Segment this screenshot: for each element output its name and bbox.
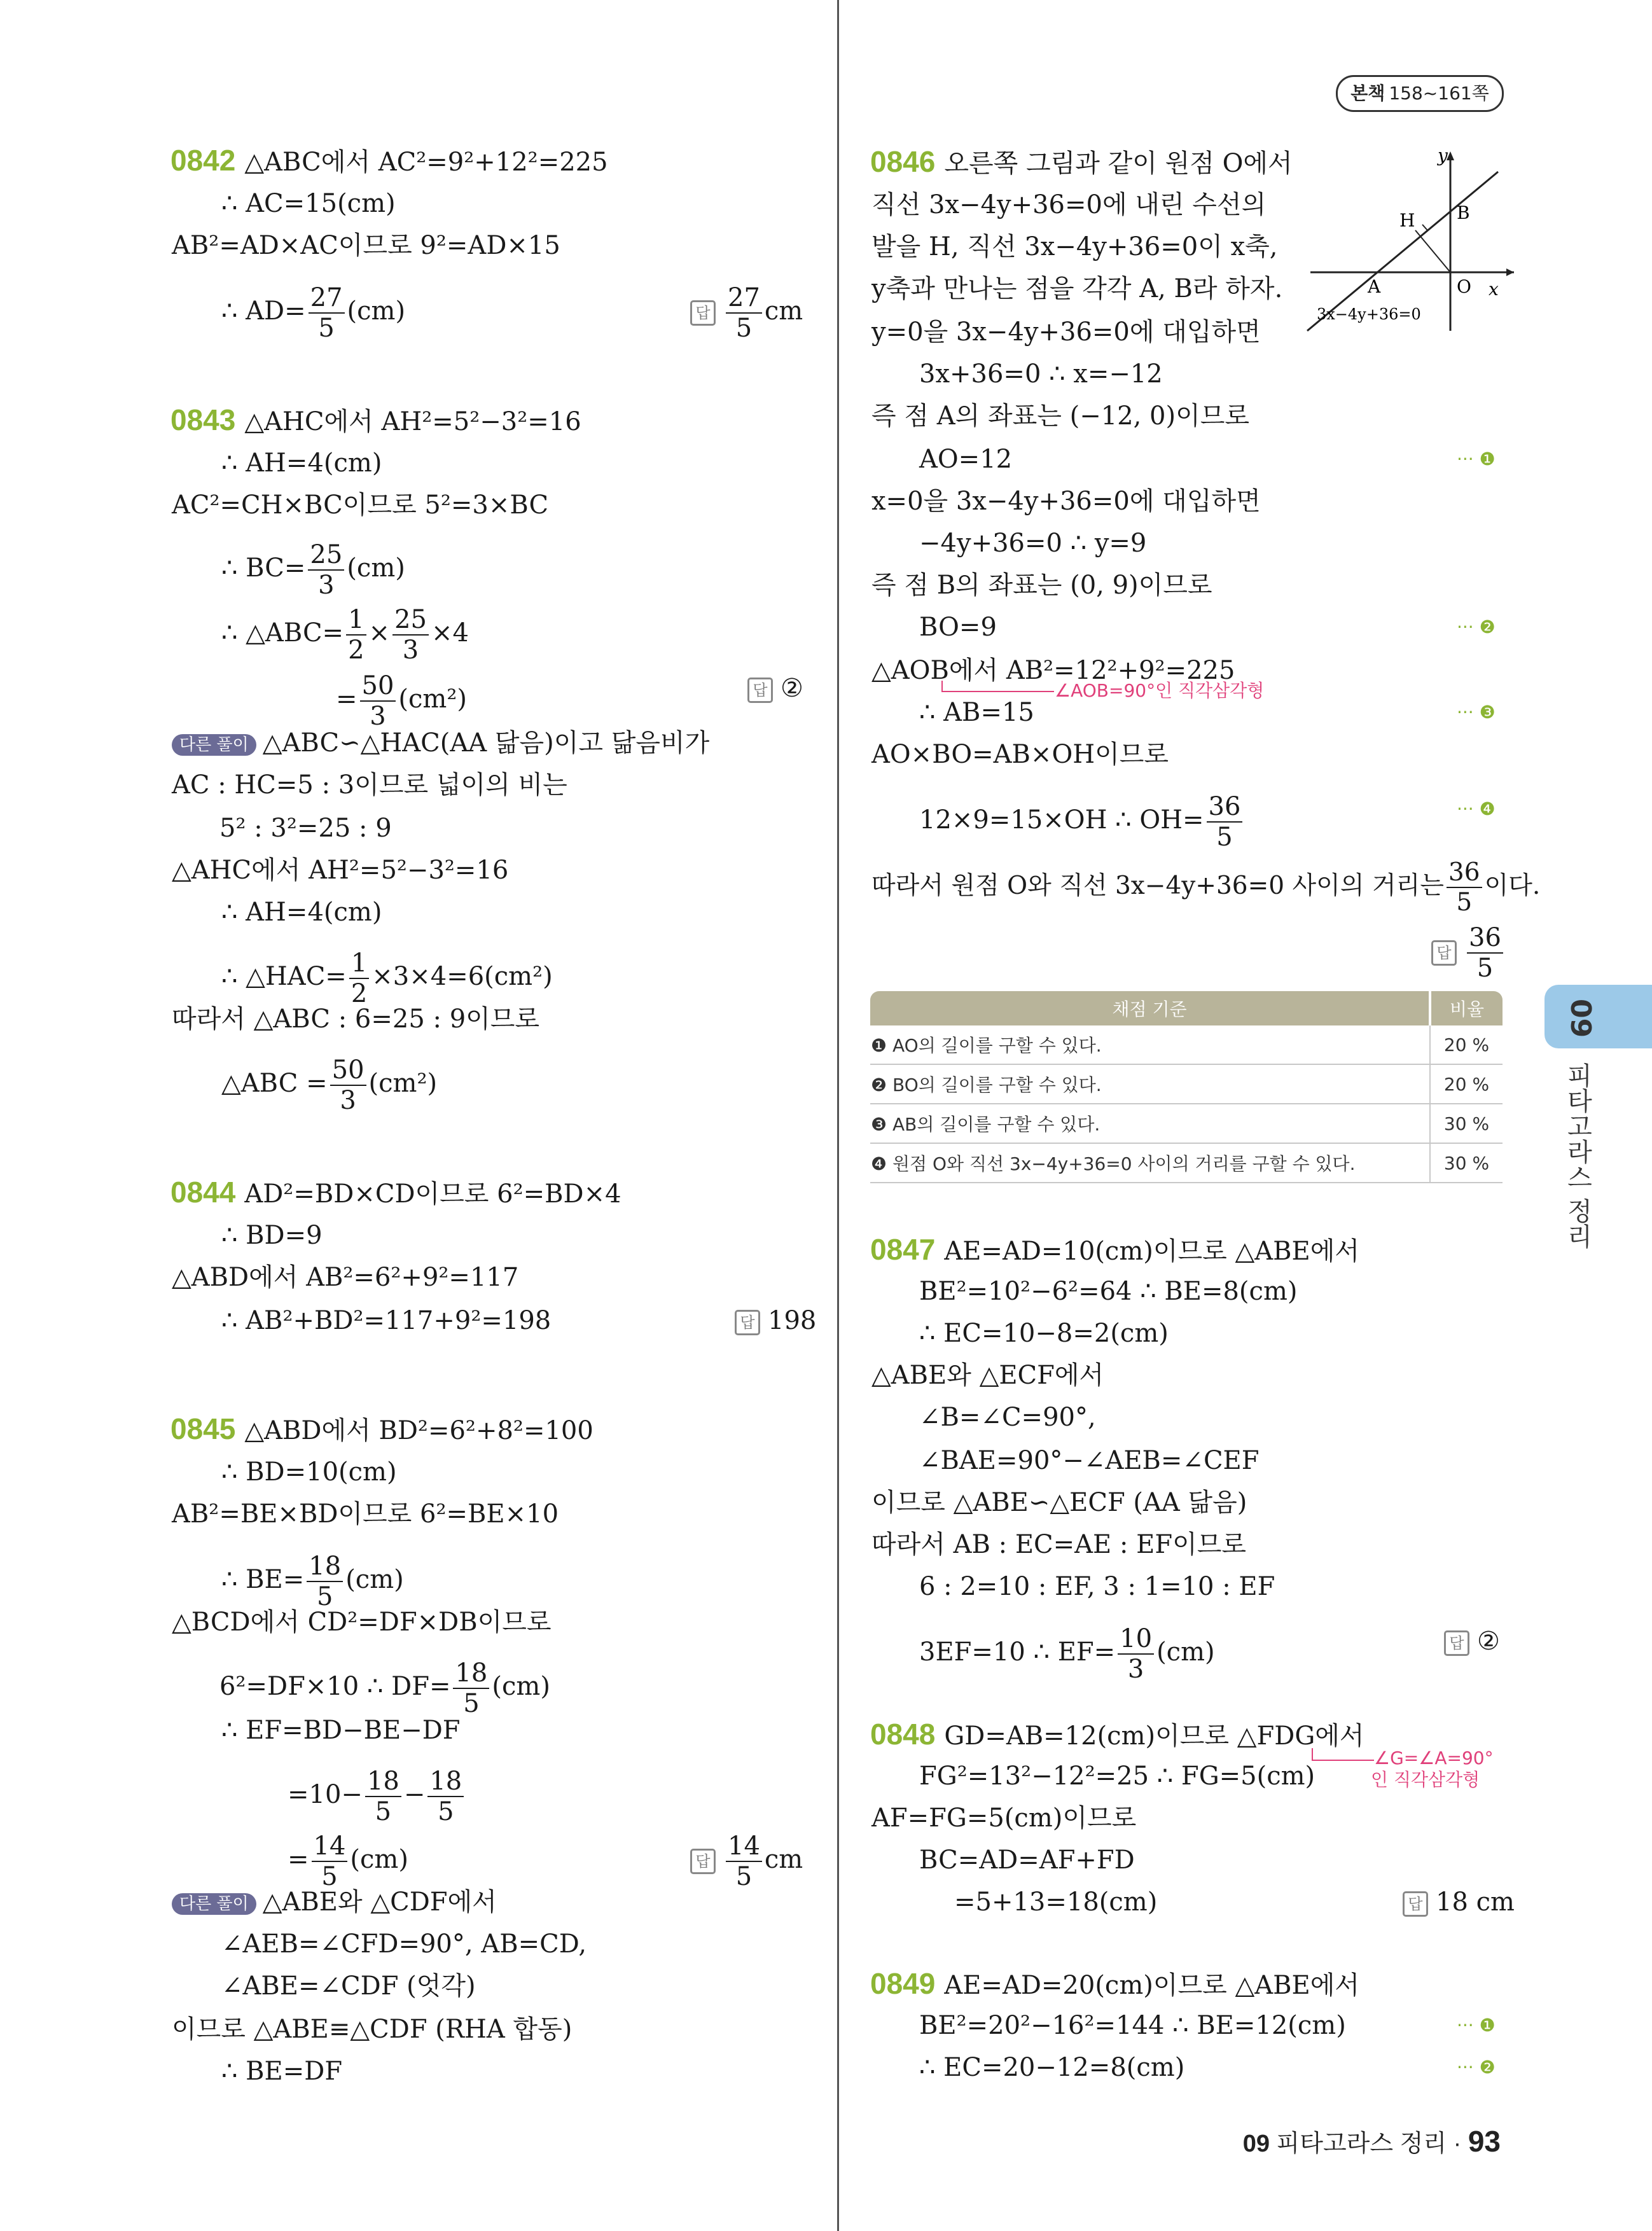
text: 3EF=10 ∴ EF= xyxy=(919,1637,1116,1667)
denominator: 3 xyxy=(340,1086,356,1115)
text: ×3×4=6(cm²) xyxy=(371,962,553,991)
problem-number: 0849 xyxy=(870,1967,936,2000)
alt-solution-0845-line-1 xyxy=(172,1887,497,1917)
problem-0847-line-5: ∠B=∠C=90°, xyxy=(919,1403,1096,1432)
denominator: 5 xyxy=(317,1582,333,1611)
alt-solution-0843-line-8 xyxy=(221,1057,437,1113)
fraction xyxy=(1467,925,1503,981)
alt-solution-0843-line-7: 따라서 △ABC : 6=25 : 9이므로 xyxy=(172,1004,540,1034)
fraction xyxy=(309,285,345,341)
problem-0843-line-2: ∴ AH=4(cm) xyxy=(221,448,382,478)
problem-0846-line-2: 직선 3x−4y+36=0에 내린 수선의 xyxy=(871,190,1267,219)
footer-title: 피타고라스 정리 xyxy=(1276,2130,1447,2157)
ratio-cell: 20 % xyxy=(1430,1025,1503,1064)
denominator: 3 xyxy=(370,702,386,731)
text: (cm) xyxy=(345,1565,404,1594)
problem-0845-line-1 xyxy=(170,1414,593,1446)
problem-0846-line-16 xyxy=(919,794,1245,850)
fraction xyxy=(365,1769,401,1824)
numerator: 25 xyxy=(308,542,344,571)
numerator: 18 xyxy=(427,1769,464,1797)
numerator: 50 xyxy=(360,673,396,702)
label-H: H xyxy=(1399,210,1415,231)
alt-solution-0845-line-4: 이므로 △ABE≡△CDF (RHA 합동) xyxy=(172,2015,573,2044)
problem-0842-line-2: ∴ AC=15(cm) xyxy=(221,189,396,218)
denominator: 2 xyxy=(351,979,368,1008)
step-marker-3: ··· ❸ xyxy=(1457,702,1496,723)
denominator: 5 xyxy=(1476,954,1494,983)
problem-0847-line-6: ∠BAE=90°−∠AEB=∠CEF xyxy=(919,1446,1260,1475)
denominator: 5 xyxy=(321,1862,338,1891)
label-O: O xyxy=(1457,276,1471,297)
label-A: A xyxy=(1368,276,1381,297)
problem-0845-line-9 xyxy=(288,1833,408,1889)
problem-0848-line-3: AF=FG=5(cm)이므로 xyxy=(871,1804,1137,1833)
problem-0843-line-1 xyxy=(170,405,581,437)
label-B: B xyxy=(1457,202,1470,223)
text: = xyxy=(336,685,357,714)
problem-0846-line-9: x=0을 3x−4y+36=0에 대입하면 xyxy=(871,487,1261,516)
text: ∴ △ABC= xyxy=(221,618,344,648)
answer-icon: 답 xyxy=(1403,1891,1428,1917)
fraction xyxy=(312,1833,348,1889)
text: ×4 xyxy=(431,618,469,648)
problem-0847-line-8: 따라서 AB : EC=AE : EF이므로 xyxy=(871,1530,1247,1559)
denominator: 3 xyxy=(1127,1655,1144,1684)
alt-solution-0843-line-4: △AHC에서 AH²=5²−3²=16 xyxy=(172,856,509,885)
badge-label: 본책 xyxy=(1350,83,1385,104)
problem-0847-line-10 xyxy=(919,1626,1215,1682)
problem-0846-line-12: BO=9 xyxy=(919,613,997,642)
ratio-cell: 30 % xyxy=(1430,1143,1503,1183)
answer-value: 198 xyxy=(768,1306,817,1335)
text: △ABE와 △CDF에서 xyxy=(262,1887,497,1917)
text: AE=AD=20(cm)이므로 △ABE에서 xyxy=(944,1971,1360,2000)
problem-0845-line-2: ∴ BD=10(cm) xyxy=(221,1457,397,1487)
step-marker-1: ··· ❶ xyxy=(1457,448,1496,469)
numerator: 25 xyxy=(392,607,429,636)
text: GD=AB=12(cm)이므로 △FDG에서 xyxy=(944,1721,1364,1751)
problem-0846-line-4: y축과 만나는 점을 각각 A, B라 하자. xyxy=(871,274,1283,303)
answer-0845 xyxy=(690,1833,803,1889)
table-row xyxy=(870,1104,1503,1143)
alt-solution-0843-line-3: 5² : 3²=25 : 9 xyxy=(219,814,392,843)
annotation-bracket xyxy=(1312,1748,1374,1761)
text: = xyxy=(288,1845,309,1874)
problem-0843-line-4 xyxy=(221,542,405,598)
denominator: 5 xyxy=(735,1862,753,1891)
problem-0846-line-17 xyxy=(871,860,1540,915)
problem-0847-line-9: 6 : 2=10 : EF, 3 : 1=10 : EF xyxy=(919,1572,1275,1601)
step-marker-2: ··· ❷ xyxy=(1457,616,1496,637)
problem-number: 0846 xyxy=(870,145,936,178)
problem-0847-line-4: △ABE와 △ECF에서 xyxy=(871,1361,1104,1390)
fraction xyxy=(307,1553,343,1609)
answer-icon: 답 xyxy=(690,1849,716,1874)
answer-0842 xyxy=(690,285,803,341)
fraction xyxy=(392,607,429,663)
problem-0847-line-2: BE²=10²−6²=64 ∴ BE=8(cm) xyxy=(919,1277,1298,1306)
problem-0847-line-3: ∴ EC=10−8=2(cm) xyxy=(919,1319,1169,1348)
side-tab-title: 피타고라스 정리 xyxy=(1563,1062,1592,1249)
table-row xyxy=(870,1143,1503,1183)
problem-0846-line-8: AO=12 xyxy=(919,445,1013,474)
fraction xyxy=(453,1660,489,1716)
problem-0843-line-5 xyxy=(221,607,469,663)
problem-0845-line-3: AB²=BE×BD이므로 6²=BE×10 xyxy=(172,1499,559,1529)
criteria-cell: ❶ AO의 길이를 구할 수 있다. xyxy=(870,1025,1430,1064)
numerator: 36 xyxy=(1447,860,1482,888)
step-marker-4: ··· ❹ xyxy=(1457,798,1496,819)
problem-0848-line-2: FG²=13²−12²=25 ∴ FG=5(cm) xyxy=(919,1762,1315,1791)
alt-solution-badge: 다른 풀이 xyxy=(172,1893,256,1915)
numerator: 36 xyxy=(1467,925,1503,954)
problem-0842-line-4 xyxy=(221,285,405,341)
problem-0849-line-1 xyxy=(870,1968,1359,2001)
problem-0846-line-13: △AOB에서 AB²=12²+9²=225 xyxy=(871,656,1235,685)
problem-0846-line-5: y=0을 3x−4y+36=0에 대입하면 xyxy=(871,317,1261,347)
text: − xyxy=(403,1780,426,1809)
problem-0844-line-2: ∴ BD=9 xyxy=(221,1221,323,1250)
denominator: 3 xyxy=(402,636,419,665)
problem-number: 0848 xyxy=(870,1718,936,1751)
problem-0842-line-1 xyxy=(170,145,608,177)
problem-0846-line-15: AO×BO=AB×OH이므로 xyxy=(871,740,1169,769)
answer-0843 xyxy=(747,673,803,704)
alt-solution-0843-line-5: ∴ AH=4(cm) xyxy=(221,898,382,927)
problem-0848-line-1 xyxy=(870,1719,1364,1751)
problem-0846-line-11: 즉 점 B의 좌표는 (0, 9)이므로 xyxy=(871,571,1212,600)
chapter-side-tab[interactable] xyxy=(1544,985,1652,1048)
criteria-cell: ❸ AB의 길이를 구할 수 있다. xyxy=(870,1104,1430,1143)
text: AE=AD=10(cm)이므로 △ABE에서 xyxy=(944,1237,1360,1266)
answer-0847 xyxy=(1444,1626,1500,1657)
fraction xyxy=(1118,1626,1154,1682)
text: 오른쪽 그림과 같이 원점 O에서 xyxy=(944,149,1293,178)
numerator: 1 xyxy=(349,950,369,979)
text: ∴ AD= xyxy=(221,296,306,326)
problem-0845-line-8 xyxy=(288,1769,466,1824)
annotation-right-triangle: 인 직각삼각형 xyxy=(1371,1769,1480,1790)
table-row xyxy=(870,1025,1503,1064)
label-y: y xyxy=(1438,146,1448,166)
text: 이다. xyxy=(1484,872,1541,900)
step-marker-2: ··· ❷ xyxy=(1457,2057,1496,2078)
problem-number: 0844 xyxy=(170,1176,236,1209)
fraction xyxy=(330,1057,366,1113)
alt-solution-0843-line-2: AC : HC=5 : 3이므로 넓이의 비는 xyxy=(172,770,567,800)
column-divider xyxy=(837,0,839,2231)
numerator: 10 xyxy=(1118,1626,1154,1655)
unit: cm xyxy=(764,1845,803,1874)
label-x: x xyxy=(1489,279,1499,300)
table-header-row xyxy=(870,991,1503,1025)
alt-solution-0845-line-5: ∴ BE=DF xyxy=(221,2057,343,2086)
problem-0846-line-3: 발을 H, 직선 3x−4y+36=0이 x축, xyxy=(871,232,1278,261)
fraction xyxy=(349,950,369,1006)
problem-0845-line-4 xyxy=(221,1553,404,1609)
answer-icon: 답 xyxy=(747,678,773,703)
denominator: 2 xyxy=(348,636,364,665)
annotation-angle: ∠G=∠A=90° xyxy=(1374,1748,1494,1769)
problem-0846-line-6: 3x+36=0 ∴ x=−12 xyxy=(919,359,1163,389)
alt-solution-0843-line-1 xyxy=(172,728,709,758)
text: △ABD에서 BD²=6²+8²=100 xyxy=(244,1416,593,1445)
text: ∴ BC= xyxy=(221,553,306,583)
problem-0842-line-3: AB²=AD×AC이므로 9²=AD×15 xyxy=(172,231,560,260)
denominator: 5 xyxy=(1216,823,1233,852)
denominator: 5 xyxy=(463,1689,480,1718)
fraction xyxy=(308,542,344,598)
answer-0846 xyxy=(1431,925,1506,981)
numerator: 1 xyxy=(346,607,366,636)
fraction xyxy=(360,673,396,729)
fraction xyxy=(1207,794,1243,850)
coordinate-figure xyxy=(1304,146,1514,337)
answer-0844 xyxy=(735,1305,816,1336)
fraction xyxy=(726,285,762,341)
alt-solution-0845-line-2: ∠AEB=∠CFD=90°, AB=CD, xyxy=(221,1929,587,1959)
badge-range: 158~161쪽 xyxy=(1389,83,1489,104)
answer-icon: 답 xyxy=(1444,1630,1469,1656)
problem-0845-line-5: △BCD에서 CD²=DF×DB이므로 xyxy=(172,1608,552,1637)
fraction xyxy=(726,1833,762,1889)
fraction xyxy=(1447,860,1482,915)
criteria-cell: ❷ BO의 길이를 구할 수 있다. xyxy=(870,1064,1430,1104)
page-number: 93 xyxy=(1468,2125,1501,2158)
text: ∴ △HAC= xyxy=(221,962,347,991)
table-row xyxy=(870,1064,1503,1104)
book-page-badge xyxy=(1336,75,1504,112)
problem-0846-line-14: ∴ AB=15 xyxy=(919,698,1034,727)
numerator: 50 xyxy=(330,1057,366,1086)
denominator: 5 xyxy=(1456,888,1473,917)
numerator: 18 xyxy=(307,1553,343,1582)
text: (cm²) xyxy=(368,1069,438,1098)
problem-0846-line-10: −4y+36=0 ∴ y=9 xyxy=(919,529,1147,558)
problem-0844-line-4: ∴ AB²+BD²=117+9²=198 xyxy=(221,1306,552,1335)
answer-value: ② xyxy=(781,674,803,703)
problem-0844-line-3: △ABD에서 AB²=6²+9²=117 xyxy=(172,1263,519,1292)
header-criteria: 채점 기준 xyxy=(870,991,1430,1025)
alt-solution-0843-line-6 xyxy=(221,950,553,1006)
text: △ABC = xyxy=(221,1069,328,1098)
header-ratio: 비율 xyxy=(1430,991,1503,1025)
answer-0848 xyxy=(1403,1887,1515,1917)
text: × xyxy=(368,618,391,648)
text: 12×9=15×OH ∴ OH= xyxy=(919,805,1204,835)
footer-chapter: 09 xyxy=(1242,2130,1270,2157)
problem-0843-line-6 xyxy=(336,673,467,729)
ratio-cell: 20 % xyxy=(1430,1064,1503,1104)
text: (cm) xyxy=(1156,1637,1215,1667)
problem-number: 0845 xyxy=(170,1412,236,1445)
annotation-right-triangle: ∠AOB=90°인 직각삼각형 xyxy=(1055,680,1265,701)
text: =10− xyxy=(288,1780,363,1809)
grading-criteria-table xyxy=(870,991,1503,1183)
problem-0844-line-1 xyxy=(170,1177,621,1209)
alt-solution-badge: 다른 풀이 xyxy=(172,734,256,756)
problem-number: 0843 xyxy=(170,403,236,436)
text: (cm) xyxy=(347,296,406,326)
problem-0848-line-5: =5+13=18(cm) xyxy=(954,1887,1158,1917)
text: 따라서 원점 O와 직선 3x−4y+36=0 사이의 거리는 xyxy=(871,872,1444,900)
denominator: 5 xyxy=(375,1797,392,1826)
numerator: 27 xyxy=(726,285,762,314)
text: (cm²) xyxy=(398,685,467,714)
text: △ABC에서 AC²=9²+12²=225 xyxy=(244,148,608,177)
problem-0849-line-3: ∴ EC=20−12=8(cm) xyxy=(919,2053,1185,2082)
problem-0845-line-7: ∴ EF=BD−BE−DF xyxy=(221,1716,461,1745)
problem-0849-line-2: BE²=20²−16²=144 ∴ BE=12(cm) xyxy=(919,2011,1346,2040)
problem-0846-line-1 xyxy=(870,146,1293,179)
denominator: 5 xyxy=(438,1797,454,1826)
problem-0846-line-7: 즉 점 A의 좌표는 (−12, 0)이므로 xyxy=(871,401,1250,431)
answer-icon: 답 xyxy=(1431,940,1457,966)
numerator: 27 xyxy=(309,285,345,314)
problem-0845-line-6 xyxy=(219,1660,550,1716)
ratio-cell: 30 % xyxy=(1430,1104,1503,1143)
answer-value: 18 cm xyxy=(1436,1887,1515,1917)
text: △ABC∽△HAC(AA 닮음)이고 닮음비가 xyxy=(262,728,710,758)
text: (cm) xyxy=(492,1672,550,1701)
text: (cm) xyxy=(350,1845,408,1874)
numerator: 14 xyxy=(726,1833,762,1862)
answer-icon: 답 xyxy=(690,300,716,326)
problem-0843-line-3: AC²=CH×BC이므로 5²=3×BC xyxy=(172,490,549,520)
text: 6²=DF×10 ∴ DF= xyxy=(219,1672,451,1701)
text: ∴ BE= xyxy=(221,1565,305,1594)
criteria-cell: ❹ 원점 O와 직선 3x−4y+36=0 사이의 거리를 구할 수 있다. xyxy=(870,1143,1430,1183)
x-axis-arrow xyxy=(1506,268,1514,276)
denominator: 5 xyxy=(318,314,335,343)
annotation-bracket xyxy=(941,681,1054,692)
label-line-equation: 3x−4y+36=0 xyxy=(1317,305,1421,323)
denominator: 5 xyxy=(735,314,753,343)
problem-number: 0842 xyxy=(170,144,236,177)
text: AD²=BD×CD이므로 6²=BD×4 xyxy=(244,1179,621,1209)
numerator: 14 xyxy=(312,1833,348,1862)
answer-icon: 답 xyxy=(735,1310,760,1335)
side-tab-chapter: 09 xyxy=(1564,999,1597,1038)
step-marker-1: ··· ❶ xyxy=(1457,2015,1496,2036)
fraction xyxy=(427,1769,464,1824)
unit: cm xyxy=(764,296,803,326)
text: △AHC에서 AH²=5²−3²=16 xyxy=(244,407,581,436)
perpendicular-OH xyxy=(1415,230,1450,272)
text: (cm) xyxy=(347,553,405,583)
problem-0847-line-7: 이므로 △ABE∽△ECF (AA 닮음) xyxy=(871,1488,1247,1517)
answer-value: ② xyxy=(1477,1627,1500,1656)
problem-0847-line-1 xyxy=(870,1234,1359,1267)
problem-number: 0847 xyxy=(870,1233,936,1266)
fraction xyxy=(346,607,366,663)
problem-0848-line-4: BC=AD=AF+FD xyxy=(919,1845,1135,1875)
alt-solution-0845-line-3: ∠ABE=∠CDF (엇각) xyxy=(221,1971,476,2001)
numerator: 18 xyxy=(365,1769,401,1797)
page-footer: 09 피타고라스 정리 · 93 xyxy=(1242,2125,1501,2158)
numerator: 36 xyxy=(1207,794,1243,823)
numerator: 18 xyxy=(453,1660,489,1689)
denominator: 3 xyxy=(318,571,335,600)
